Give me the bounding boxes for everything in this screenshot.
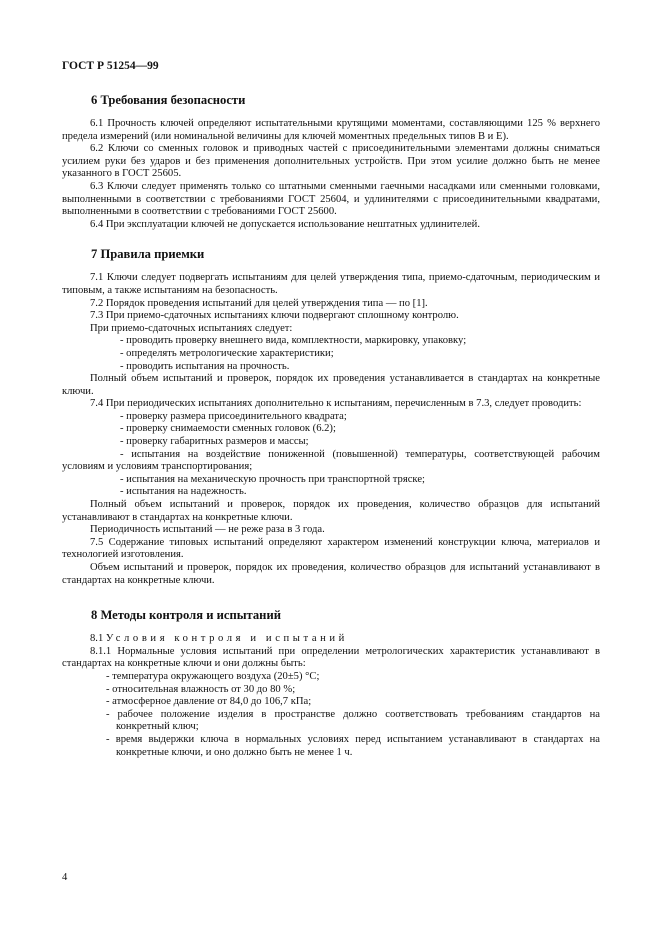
list-item: - температура окружающего воздуха (20±5) °С;	[106, 670, 320, 682]
list-item: - проверку габаритных размеров и массы;	[120, 436, 309, 448]
list-item: - рабочее положение изделия в пространстве должно соответствовать требованиям стандартов на конкретный ключ;	[106, 708, 600, 733]
subsection-8-1-title: Условия контроля и испытаний	[105, 633, 348, 645]
list-item: - проводить испытания на прочность.	[120, 360, 290, 372]
paragraph-7-3: 7.3 При приемо-сдаточных испытаниях ключи подвергают сплошному контролю.	[90, 310, 459, 322]
list-item: - определять метрологические характеристики;	[120, 347, 334, 359]
section-6-heading: 6 Требования безопасности	[91, 93, 246, 107]
document-page	[62, 60, 600, 759]
subsection-8-1-number: 8.1	[90, 633, 104, 645]
list-item: - проверку размера присоединительного квадрата;	[120, 410, 347, 422]
paragraph-6-2: 6.2 Ключи со сменных головок и приводных частей с присоединительными элементами должны сниматься усилием руки без ударов и без применения дополнительных устройств. При этом усилие должно быть не менее указанного в ГОСТ 25605.	[62, 143, 600, 180]
list-item: - относительная влажность от 30 до 80 %;	[106, 683, 296, 695]
page-number: 4	[62, 872, 68, 883]
paragraph-7-2: 7.2 Порядок проведения испытаний для целей утверждения типа — по [1].	[90, 297, 428, 309]
paragraph-7-5-end: Объем испытаний и проверок, порядок их проведения, количество образцов для испытаний устанавливают в стандартах на конкретные ключи.	[62, 562, 600, 586]
paragraph-6-3: 6.3 Ключи следует применять только со штатными сменными гаечными насадками или сменными головками, выполненными в соответствии с требованиями ГОСТ 25604, и удлинителями с присоединительными квадратами, выполненными в соответствии с требованиями ГОСТ 25600.	[62, 180, 600, 218]
section-8-heading: 8 Методы контроля и испытаний	[91, 608, 281, 623]
list-item: - испытания на механическую прочность при транспортной тряске;	[120, 473, 425, 485]
subsection-8-1-heading	[62, 633, 600, 646]
paragraph-7-3-end: Полный объем испытаний и проверок, порядок их проведения устанавливается в стандартах на конкретные ключи.	[62, 373, 600, 397]
paragraph-6-1: 6.1 Прочность ключей определяют испытательными крутящими моментами, составляющими 125 % верхнего предела измерений (или номинальной величины для ключей моментных предельных типов В и Е).	[62, 118, 600, 142]
paragraph-7-5: 7.5 Содержание типовых испытаний определяют характером изменений конструкции ключа, материалов и технологией изготовления.	[62, 536, 600, 561]
list-item: - испытания на надежность.	[120, 486, 247, 498]
section-7-heading: 7 Правила приемки	[91, 247, 205, 262]
paragraph-8-1-1: 8.1.1 Нормальные условия испытаний при определении метрологических характеристик устанавливают в стандартах на конкретные ключи и они должны быть:	[62, 645, 600, 670]
list-item: - испытания на воздействие пониженной (повышенной) температуры, соответствующей рабочим условиям и условиям транспортирования;	[62, 448, 600, 473]
paragraph-7-4: 7.4 При периодических испытаниях дополнительно к испытаниям, перечисленным в 7.3, следует проводить:	[90, 398, 582, 410]
list-item: - проводить проверку внешнего вида, комплектности, маркировку, упаковку;	[120, 335, 467, 347]
paragraph-7-4-end: Полный объем испытаний и проверок, порядок их проведения, количество образцов для испытаний устанавливают в стандартах на конкретные ключи.	[62, 499, 600, 523]
list-item: - проверку снимаемости сменных головок (6.2);	[120, 423, 336, 435]
list-item: - время выдержки ключа в нормальных условиях перед испытанием устанавливают в стандартах на конкретные ключи, и оно должно быть не менее 1 ч.	[106, 733, 600, 758]
list-item: - атмосферное давление от 84,0 до 106,7 кПа;	[106, 696, 312, 708]
paragraph-7-3-lead: При приемо-сдаточных испытаниях следует:	[90, 322, 293, 334]
paragraph-6-4: 6.4 При эксплуатации ключей не допускается использование нештатных удлинителей.	[90, 218, 481, 230]
paragraph-7-1: 7.1 Ключи следует подвергать испытаниям для целей утверждения типа, приемо-сдаточным, периодическим и типовым, а также испытаниям на безопасность.	[62, 272, 600, 296]
document-id: ГОСТ Р 51254—99	[62, 60, 159, 72]
paragraph-7-4-period: Периодичность испытаний — не реже раза в 3 года.	[90, 524, 325, 536]
